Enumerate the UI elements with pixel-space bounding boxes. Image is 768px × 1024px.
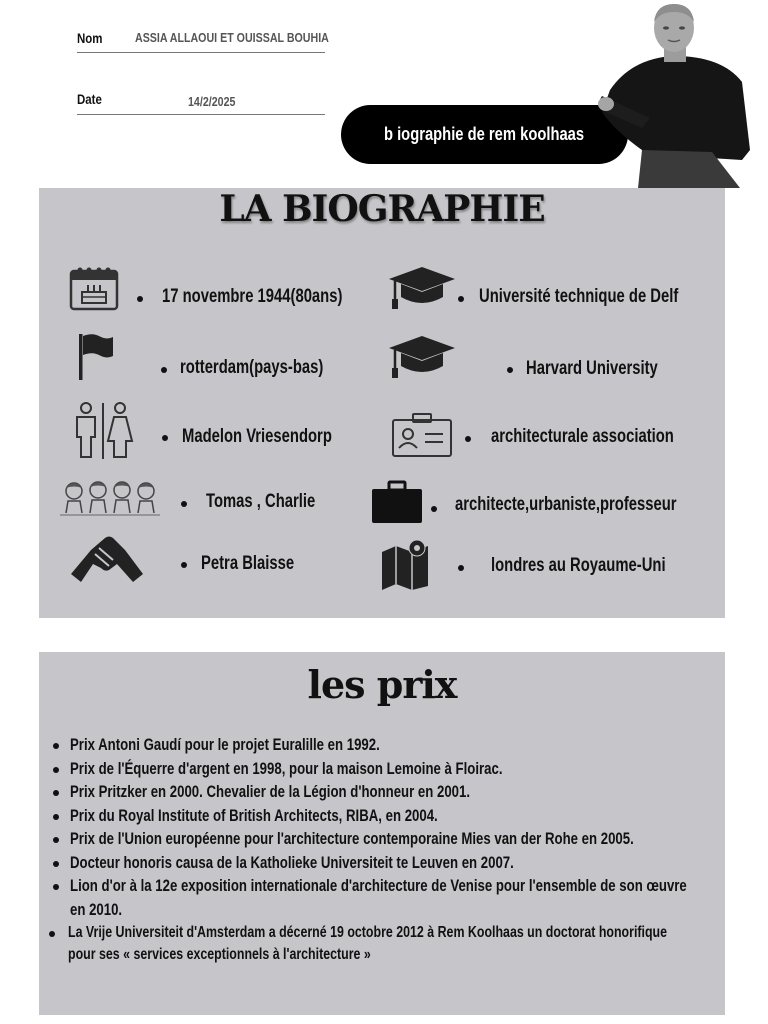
- children-text: Tomas , Charlie: [206, 491, 316, 512]
- prize-item: Lion d'or à la 12e exposition internationale d'architecture de Venise pour l'ensemble de son œuvre en 2010.: [39, 875, 725, 922]
- briefcase-icon: [371, 480, 423, 524]
- bullet: [507, 367, 513, 373]
- map-pin-icon: [380, 540, 430, 590]
- portrait-photo: [592, 0, 752, 188]
- name-label: Nom: [77, 30, 103, 46]
- prize-item: Prix du Royal Institute of British Architects, RIBA, en 2004.: [39, 805, 725, 829]
- bullet: [161, 367, 167, 373]
- architectural-association-text: architecturale association: [491, 426, 674, 447]
- children-icon: [60, 479, 160, 517]
- title-pill-text: b iographie de rem koolhaas: [384, 124, 585, 144]
- prizes-title: les prix: [307, 662, 457, 707]
- prize-item: Prix de l'Équerre d'argent en 1998, pour la maison Lemoine à Floirac.: [39, 758, 725, 782]
- spouse-text: Madelon Vriesendorp: [182, 426, 332, 447]
- couple-icon: [70, 401, 136, 461]
- biography-title: LA BIOGRAPHIE: [219, 188, 545, 230]
- university-delft-text: Université technique de Delf: [479, 286, 679, 307]
- bullet: [162, 435, 168, 441]
- prizes-panel: [39, 652, 725, 1015]
- profession-text: architecte,urbaniste,professeur: [455, 494, 677, 515]
- flag-icon: [77, 332, 117, 382]
- name-underline: [77, 52, 325, 53]
- id-card-icon: [391, 412, 453, 458]
- bullet: [458, 565, 464, 571]
- birthplace-text: rotterdam(pays-bas): [180, 357, 324, 378]
- birth-date-text: 17 novembre 1944(80ans): [162, 286, 343, 307]
- prize-item: Prix Pritzker en 2000. Chevalier de la Légion d'honneur en 2001.: [39, 781, 725, 805]
- prizes-list: [39, 734, 725, 966]
- prize-item: Docteur honoris causa de la Katholieke Universiteit te Leuven en 2007.: [39, 852, 725, 876]
- harvard-text: Harvard University: [526, 358, 658, 379]
- prize-item: Prix Antoni Gaudí pour le projet Euralille en 1992.: [39, 734, 725, 758]
- name-value: ASSIA ALLAOUI ET OUISSAL BOUHIA: [135, 30, 329, 45]
- bullet: [465, 436, 471, 442]
- bullet: [137, 296, 143, 302]
- bullet: [181, 562, 187, 568]
- birthday-calendar-icon: [69, 265, 119, 311]
- biography-panel: [39, 188, 725, 618]
- bullet: [181, 501, 187, 507]
- graduation-cap-icon: [387, 265, 457, 313]
- date-underline: [77, 114, 325, 115]
- title-pill: [341, 105, 628, 164]
- partner-text: Petra Blaisse: [201, 553, 295, 574]
- bullet: [458, 296, 464, 302]
- bullet: [431, 506, 437, 512]
- handshake-icon: [69, 530, 145, 584]
- date-label: Date: [77, 91, 102, 107]
- graduation-cap-icon: [387, 334, 457, 382]
- location-text: londres au Royaume-Uni: [491, 555, 666, 576]
- date-value: 14/2/2025: [188, 94, 236, 109]
- prize-item: Prix de l'Union européenne pour l'architecture contemporaine Mies van der Rohe en 2005.: [39, 828, 725, 852]
- prize-item: La Vrije Universiteit d'Amsterdam a décerné 19 octobre 2012 à Rem Koolhaas un doctorat honorifique pour ses « services exceptionnels à l'architecture »: [39, 922, 725, 966]
